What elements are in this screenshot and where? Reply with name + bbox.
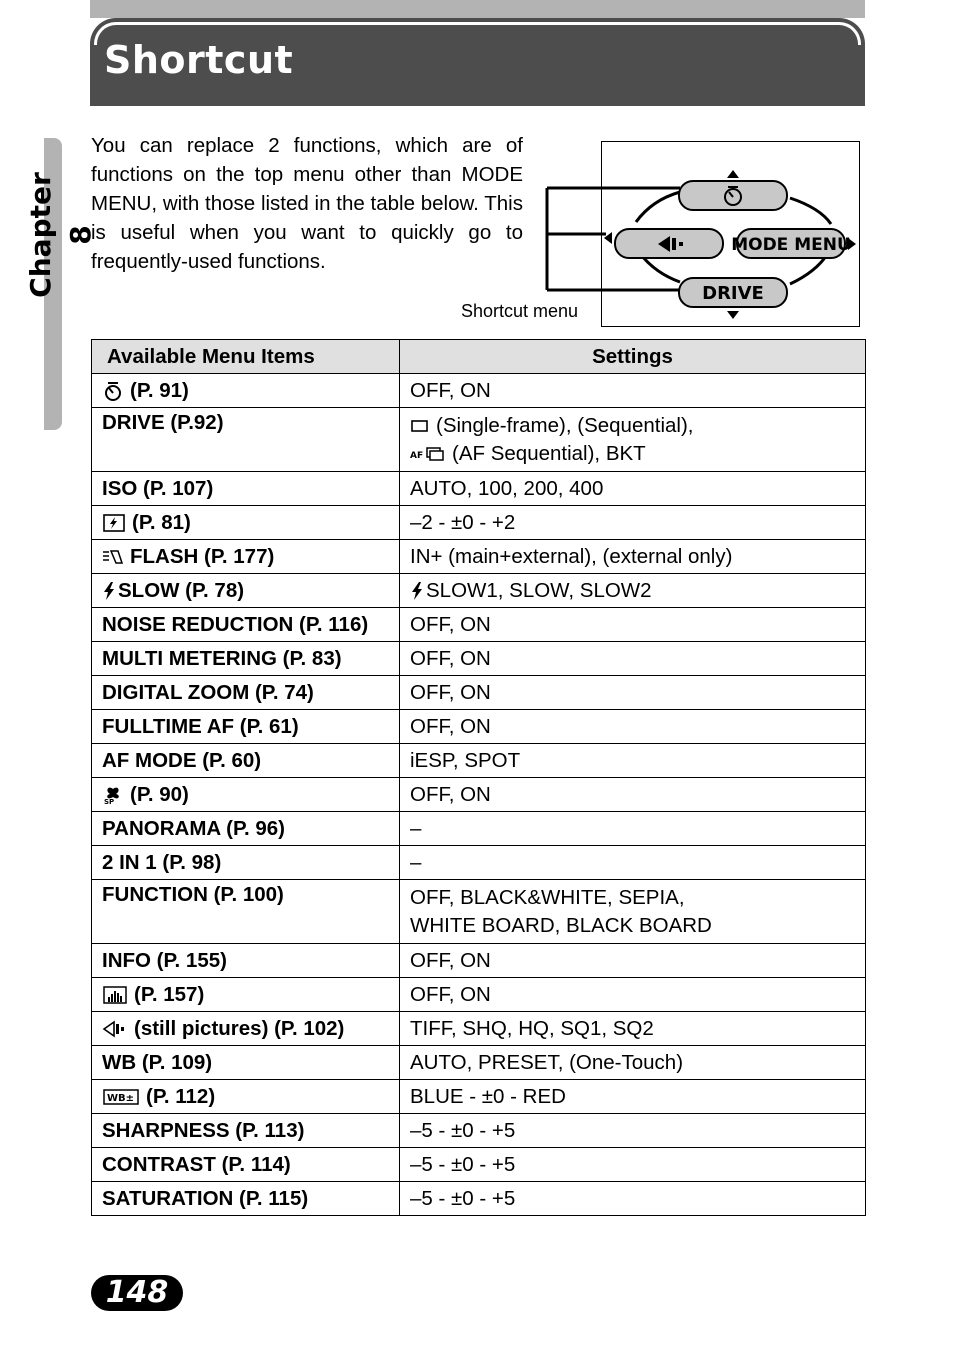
item-cell: FULLTIME AF (P. 61) (92, 710, 400, 744)
svg-text:WB±: WB± (107, 1093, 135, 1105)
item-cell: AF MODE (P. 60) (92, 744, 400, 778)
item-cell: (P. 81) (92, 506, 400, 540)
item-cell: (P. 157) (92, 978, 400, 1012)
item-cell: (P. 91) (92, 374, 400, 408)
table-row (92, 778, 866, 812)
table-row (92, 642, 866, 676)
settings-cell: OFF, ON (400, 978, 866, 1012)
image-quality-icon (102, 1019, 128, 1039)
table-row (92, 374, 866, 408)
settings-cell: – (400, 812, 866, 846)
table-row (92, 812, 866, 846)
settings-cell: TIFF, SHQ, HQ, SQ1, SQ2 (400, 1012, 866, 1046)
settings-cell: –5 - ±0 - +5 (400, 1148, 866, 1182)
settings-cell: AUTO, PRESET, (One-Touch) (400, 1046, 866, 1080)
table-row (92, 880, 866, 944)
single-frame-icon (410, 418, 430, 434)
self-timer-icon (102, 380, 124, 402)
item-cell: FUNCTION (P. 100) (92, 880, 400, 944)
af-sequential-icon (410, 445, 446, 463)
histogram-icon (102, 985, 128, 1005)
item-cell: NOISE REDUCTION (P. 116) (92, 608, 400, 642)
settings-cell: iESP, SPOT (400, 744, 866, 778)
table-row (92, 710, 866, 744)
header-settings: Settings (400, 340, 866, 374)
diagram-left-item (615, 229, 723, 258)
chapter-label: Chapter 8 (24, 172, 97, 298)
item-cell: FLASH (P. 177) (92, 540, 400, 574)
table-row (92, 472, 866, 506)
svg-text:MODE MENU: MODE MENU (731, 235, 851, 255)
table-row (92, 1182, 866, 1216)
table-row (92, 608, 866, 642)
shortcut-diagram (540, 160, 860, 320)
table-row (92, 978, 866, 1012)
table-row (92, 846, 866, 880)
item-cell: INFO (P. 155) (92, 944, 400, 978)
flash-compensation-icon (102, 513, 126, 533)
page-number: 148 (91, 1275, 183, 1311)
table-row (92, 1012, 866, 1046)
item-cell: (still pictures) (P. 102) (92, 1012, 400, 1046)
super-macro-icon (102, 785, 124, 805)
table-row (92, 1148, 866, 1182)
item-cell: PANORAMA (P. 96) (92, 812, 400, 846)
table-row (92, 676, 866, 710)
item-cell: MULTI METERING (P. 83) (92, 642, 400, 676)
svg-text:SP: SP (104, 798, 115, 806)
table-row (92, 944, 866, 978)
table-row (92, 1114, 866, 1148)
item-cell: CONTRAST (P. 114) (92, 1148, 400, 1182)
settings-cell: – (400, 846, 866, 880)
settings-cell: OFF, ON (400, 676, 866, 710)
settings-cell: OFF, ON (400, 710, 866, 744)
item-cell: ISO (P. 107) (92, 472, 400, 506)
table-row (92, 1046, 866, 1080)
external-flash-icon (102, 548, 124, 566)
settings-cell: SLOW1, SLOW, SLOW2 (400, 574, 866, 608)
settings-cell: OFF, ON (400, 374, 866, 408)
item-cell: 2 IN 1 (P. 98) (92, 846, 400, 880)
table-row (92, 408, 866, 472)
header-top-strip (90, 0, 865, 18)
diagram-drive-item (679, 278, 787, 307)
item-cell: SP (P. 90) (92, 778, 400, 812)
flash-bolt-icon (102, 581, 116, 601)
item-cell: WB± (P. 112) (92, 1080, 400, 1114)
diagram-top-item (679, 181, 787, 210)
diagram-mode-menu-item (731, 229, 851, 258)
diagram-caption: Shortcut menu (461, 301, 579, 321)
item-cell: DRIVE (P.92) (92, 408, 400, 472)
settings-cell: OFF, ON (400, 944, 866, 978)
item-cell: DIGITAL ZOOM (P. 74) (92, 676, 400, 710)
settings-cell: IN+ (main+external), (external only) (400, 540, 866, 574)
flash-bolt-icon (410, 581, 424, 601)
settings-cell: (Single-frame), (Sequential), AF (AF Sequential), BKT (400, 408, 866, 472)
table-row (92, 506, 866, 540)
settings-cell: AUTO, 100, 200, 400 (400, 472, 866, 506)
item-cell: SATURATION (P. 115) (92, 1182, 400, 1216)
svg-text:DRIVE: DRIVE (702, 283, 764, 304)
settings-cell: BLUE - ±0 - RED (400, 1080, 866, 1114)
header-available-items: Available Menu Items (92, 340, 400, 374)
settings-cell: OFF, ON (400, 608, 866, 642)
svg-text:AF: AF (410, 451, 424, 462)
item-cell: WB (P. 109) (92, 1046, 400, 1080)
settings-cell: –5 - ±0 - +5 (400, 1114, 866, 1148)
wb-compensation-icon (102, 1087, 140, 1107)
settings-cell: OFF, ON (400, 642, 866, 676)
table-row (92, 574, 866, 608)
item-cell: SLOW (P. 78) (92, 574, 400, 608)
page-title: Shortcut (104, 38, 294, 82)
intro-text: You can replace 2 functions, which are of functions on the top menu other than MODE MENU, with those listed in the table below. This is useful when you want to quickly go to frequently-used functions. (91, 134, 523, 273)
settings-cell: OFF, BLACK&WHITE, SEPIA, WHITE BOARD, BLACK BOARD (400, 880, 866, 944)
table-row (92, 744, 866, 778)
menu-items-table (91, 339, 866, 1216)
table-row (92, 540, 866, 574)
settings-cell: –5 - ±0 - +5 (400, 1182, 866, 1216)
settings-cell: OFF, ON (400, 778, 866, 812)
table-header-row (92, 340, 866, 374)
item-cell: SHARPNESS (P. 113) (92, 1114, 400, 1148)
table-row (92, 1080, 866, 1114)
settings-cell: –2 - ±0 - +2 (400, 506, 866, 540)
